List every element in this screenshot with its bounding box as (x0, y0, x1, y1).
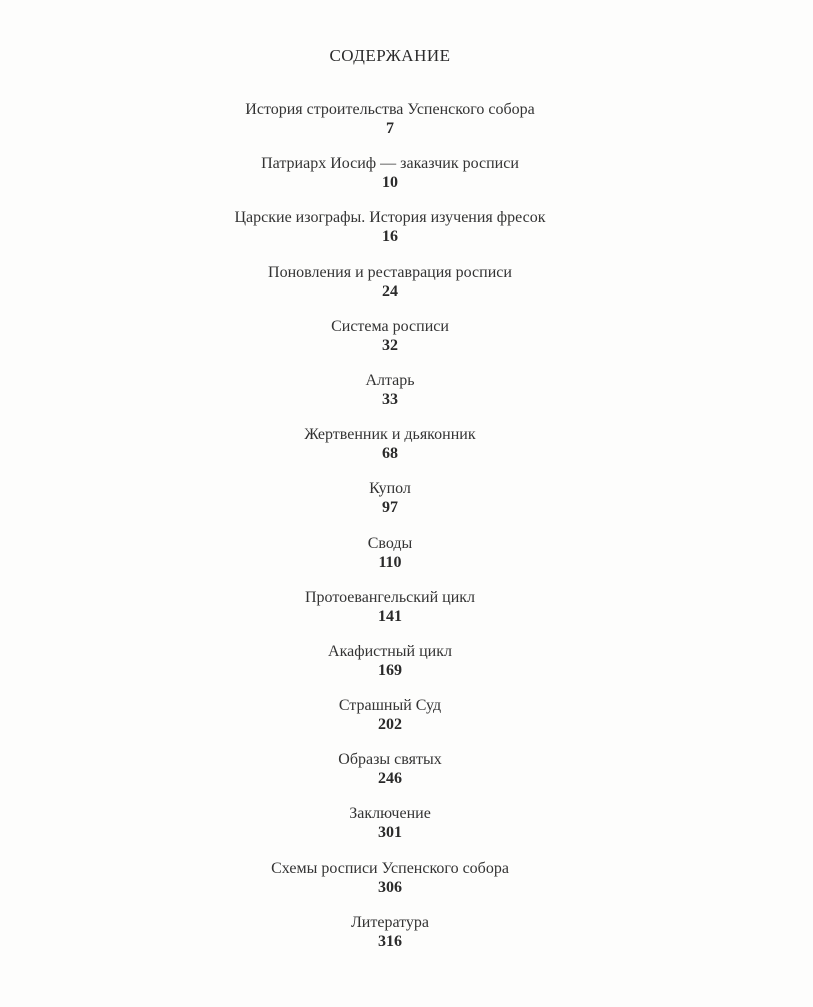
toc-entry-title: Страшный Суд (338, 697, 442, 715)
toc-entry-title: Купол (369, 480, 411, 498)
toc-entry (0, 750, 780, 804)
toc-entry-title: Своды (367, 534, 413, 552)
toc-entry-page-number: 10 (382, 174, 398, 192)
toc-entry-title: Жертвенник и дьяконник (304, 426, 476, 444)
toc-entry-page-number: 33 (382, 390, 398, 408)
toc-entry (0, 317, 780, 371)
toc-entry-title: История строительства Успенского собора (245, 101, 535, 118)
toc-entry-title: Схемы росписи Успенского собора (271, 859, 509, 877)
toc-entry (0, 371, 780, 425)
toc-entry-page-number: 32 (382, 336, 398, 354)
toc-entry-page-number: 316 (378, 932, 402, 950)
toc-entry-page-number: 202 (378, 716, 402, 734)
toc-entry-title: Акафистный цикл (328, 642, 452, 660)
toc-entry-title: Заключение (349, 805, 431, 823)
toc-entry (0, 534, 780, 588)
toc-entry-title: Образы святых (338, 751, 442, 769)
toc-entry (0, 588, 780, 642)
toc-entry-page-number: 16 (382, 228, 398, 246)
toc-entry (0, 642, 780, 696)
toc-entry-title: Поновления и реставрация росписи (268, 263, 512, 281)
toc-entry (0, 913, 780, 967)
toc-entry-page-number: 306 (378, 878, 402, 896)
toc-entry-page-number: 110 (378, 553, 402, 571)
toc-entry-title: Патриарх Иосиф — заказчик росписи (261, 155, 519, 173)
toc-entry (0, 154, 780, 208)
toc-entry-page-number: 68 (382, 445, 398, 463)
toc-entry-page-number: 24 (382, 282, 398, 300)
toc-entry (0, 425, 780, 479)
toc-list (0, 100, 780, 967)
toc-entry-page-number: 246 (378, 770, 402, 788)
toc-entry (0, 263, 780, 317)
toc-entry-page-number: 169 (378, 661, 402, 679)
toc-entry (0, 696, 780, 750)
toc-entry-title: Алтарь (365, 371, 415, 389)
toc-entry (0, 804, 780, 858)
toc-entry-page-number: 97 (382, 499, 398, 517)
toc-entry-title: Протоевангельский цикл (304, 588, 476, 606)
toc-entry (0, 208, 780, 262)
toc-entry (0, 859, 780, 913)
page-title: СОДЕРЖАНИЕ (329, 46, 451, 65)
toc-entry-page-number: 141 (378, 607, 402, 625)
toc-entry-title: Система росписи (331, 317, 449, 335)
toc-entry (0, 479, 780, 533)
toc-entry (0, 100, 780, 154)
toc-entry-title: Царские изографы. История изучения фресок (234, 209, 546, 227)
toc-entry-title: Литература (350, 913, 430, 931)
toc-entry-page-number: 7 (386, 120, 394, 137)
toc-entry-page-number: 301 (378, 824, 402, 842)
